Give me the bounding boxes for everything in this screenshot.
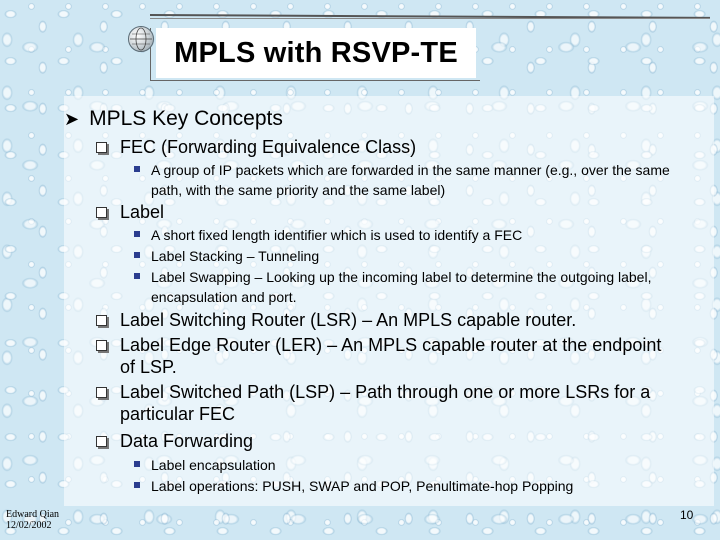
section-heading: MPLS Key Concepts	[89, 107, 283, 130]
bullet-text: Label Switched Path (LSP) – Path through one or more LSRs for a particular FEC	[120, 382, 651, 424]
bullet-item	[96, 334, 676, 378]
slide-title: MPLS with RSVP-TE	[174, 36, 458, 69]
sub-bullet-item	[134, 476, 694, 496]
square-bullet-icon	[134, 231, 140, 237]
bullet-text: Label Switching Router (LSR) – An MPLS capable router.	[120, 310, 577, 330]
sub-bullet-item	[134, 160, 694, 200]
bullet-text: FEC (Forwarding Equivalence Class)	[120, 137, 417, 157]
sub-bullet-item	[134, 455, 694, 475]
sub-bullet-text: Label Swapping – Looking up the incoming label to determine the outgoing label, encapsulation and port.	[151, 269, 652, 305]
bullet-text: Label Edge Router (LER) – An MPLS capable router at the endpoint of LSP.	[120, 335, 662, 377]
square-bullet-icon	[134, 461, 140, 467]
sub-bullet-text: Label Stacking – Tunneling	[151, 248, 320, 264]
sub-bullet-item	[134, 225, 694, 245]
box-bullet-icon	[96, 340, 107, 351]
sub-bullet-text: Label encapsulation	[151, 457, 276, 473]
sub-bullet-item	[134, 267, 694, 307]
bullet-item	[96, 430, 696, 452]
footer-author-date	[6, 509, 59, 531]
box-bullet-icon	[96, 315, 107, 326]
arrow-bullet-icon: ➤	[64, 108, 80, 129]
footer-author: Edward Qian	[6, 509, 60, 520]
box-bullet-icon	[96, 387, 107, 398]
sub-bullet-item	[134, 246, 694, 266]
square-bullet-icon	[134, 252, 140, 258]
bullet-item	[96, 309, 696, 331]
bullet-item	[96, 201, 696, 223]
box-bullet-icon	[96, 207, 107, 218]
square-bullet-icon	[134, 482, 140, 488]
sub-bullet-text: Label operations: PUSH, SWAP and POP, Penultimate-hop Popping	[151, 478, 574, 494]
square-bullet-icon	[134, 273, 140, 279]
box-bullet-icon	[96, 142, 107, 153]
box-bullet-icon	[96, 436, 107, 447]
square-bullet-icon	[134, 166, 140, 172]
sub-bullet-text: A group of IP packets which are forwarded in the same manner (e.g., over the same path, with the same priority and the same label)	[151, 162, 670, 198]
bullet-item	[96, 381, 696, 425]
footer-date: 12/02/2002	[6, 520, 52, 531]
bullet-item	[96, 136, 696, 158]
heading-row	[64, 107, 283, 131]
bullet-text: Label	[120, 202, 165, 222]
sub-bullet-text: A short fixed length identifier which is used to identify a FEC	[151, 227, 523, 243]
page-number: 10	[680, 508, 694, 522]
bullet-text: Data Forwarding	[120, 431, 254, 451]
